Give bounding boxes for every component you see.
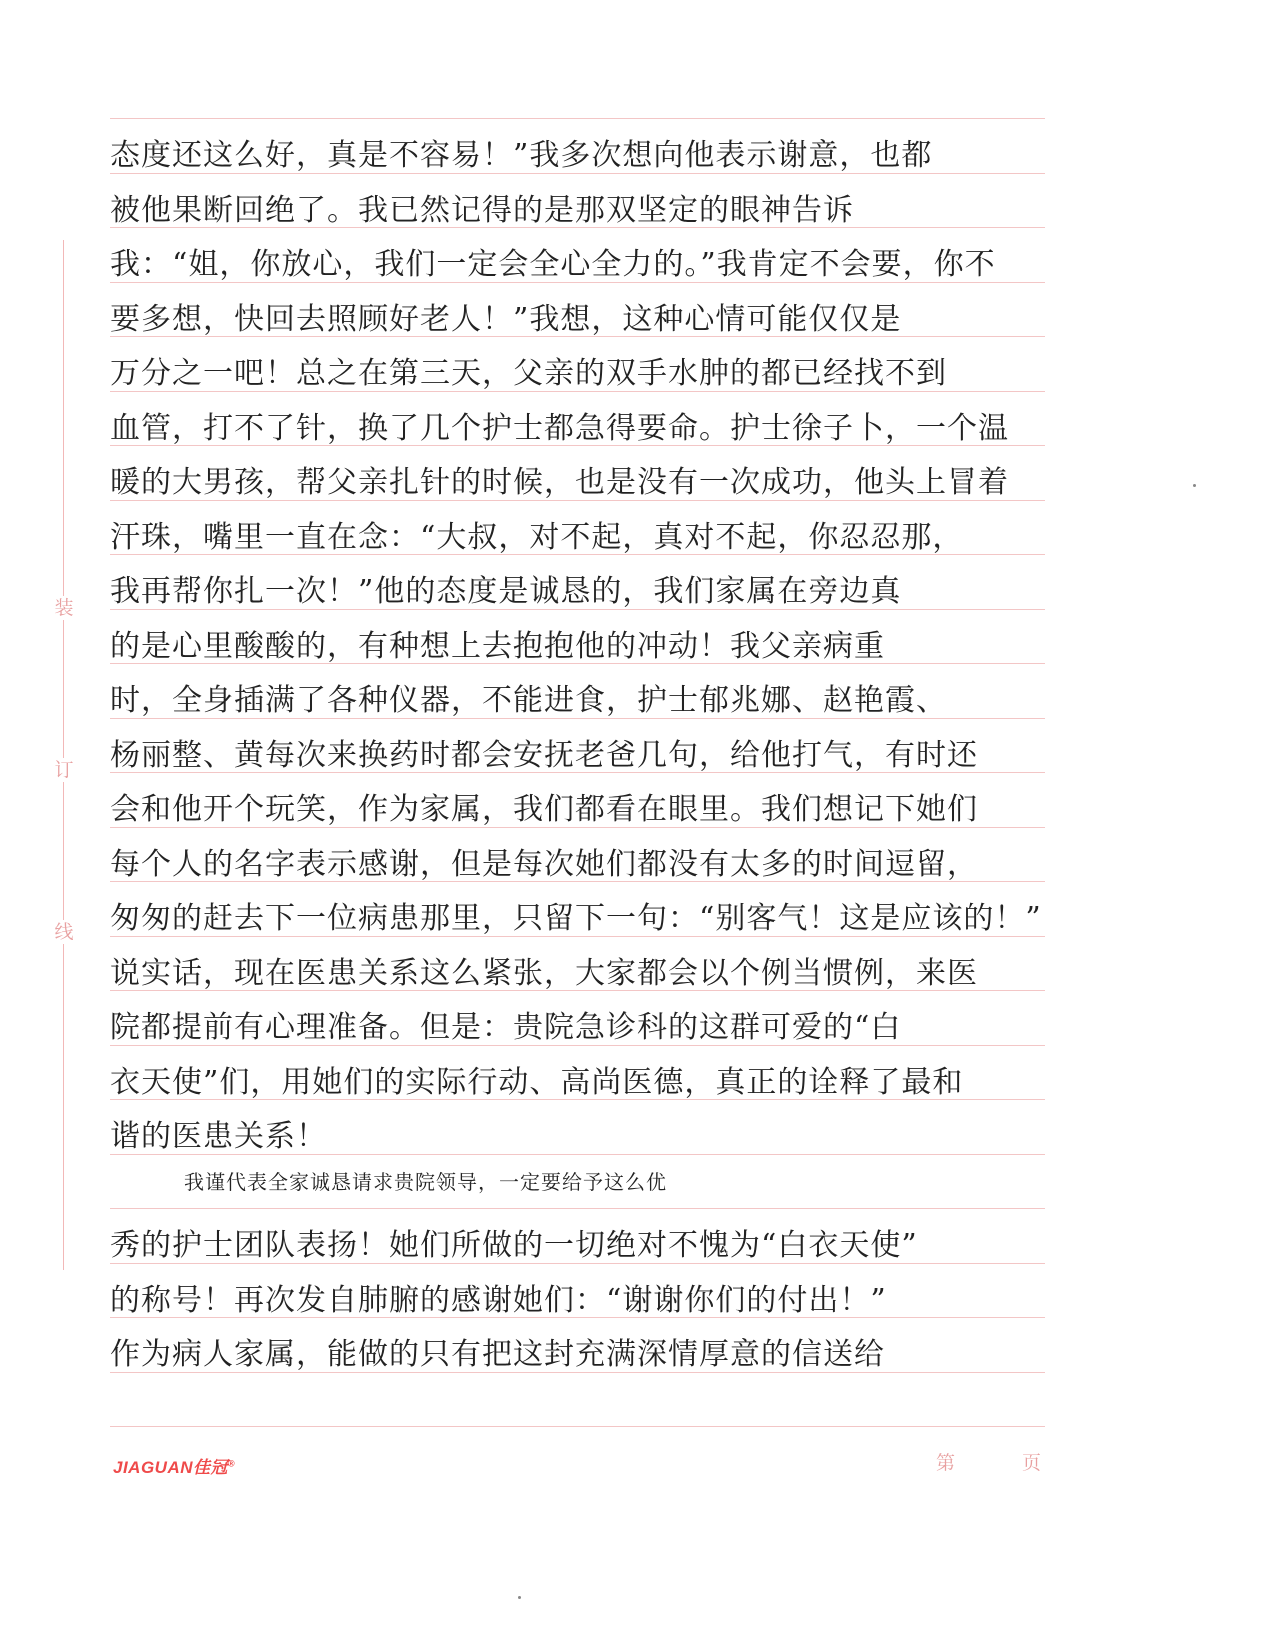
binding-label-zhuang: 装 xyxy=(54,597,74,619)
text-line-3: 我：“姐，你放心，我们一定会全心全力的。”我肯定不会要，你不 xyxy=(110,247,996,282)
text-line-19: 谐的医患关系！ xyxy=(110,1119,327,1154)
ruled-line xyxy=(110,118,1045,119)
page-number-label-di: 第 xyxy=(936,1452,956,1474)
text-line-21: 秀的护士团队表扬！她们所做的一切绝对不愧为“白衣天使” xyxy=(110,1228,918,1263)
text-line-20: 我谨代表全家诚恳请求贵院领导，一定要给予这么优 xyxy=(184,1169,667,1194)
text-line-17: 院都提前有心理准备。但是：贵院急诊科的这群可爱的“白 xyxy=(110,1010,902,1045)
text-line-7: 暖的大男孩，帮父亲扎针的时候，也是没有一次成功，他头上冒着 xyxy=(110,465,1009,500)
text-line-16: 说实话，现在医患关系这么紧张，大家都会以个例当惯例，来医 xyxy=(110,955,978,991)
text-line-18: 衣天使”们，用她们的实际行动、高尚医德，真正的诠释了最和 xyxy=(110,1064,964,1100)
binding-label-xian: 线 xyxy=(54,921,74,943)
text-line-2: 被他果断回绝了。我已然记得的是那双坚定的眼神告诉 xyxy=(110,192,854,228)
ruled-sheet xyxy=(110,118,1045,1455)
text-line-10: 的是心里酸酸的，有种想上去抱抱他的冲动！我父亲病重 xyxy=(110,628,885,664)
page-number-label-ye: 页 xyxy=(1022,1452,1042,1474)
binding-label-ding: 订 xyxy=(54,759,74,781)
scan-speck xyxy=(1193,484,1196,487)
text-line-8: 汗珠，嘴里一直在念：“大叔，对不起，真对不起，你忍忍那， xyxy=(110,519,964,555)
text-line-5: 万分之一吧！总之在第三天，父亲的双手水肿的都已经找不到 xyxy=(110,356,947,391)
text-line-12: 杨丽整、黄每次来换药时都会安抚老爸几句，给他打气，有时还 xyxy=(110,737,978,773)
text-line-23: 作为病人家属，能做的只有把这封充满深情厚意的信送给 xyxy=(110,1337,885,1372)
text-line-1: 态度还这么好，真是不容易！”我多次想向他表示谢意，也都 xyxy=(110,138,933,173)
text-line-13: 会和他开个玩笑，作为家属，我们都看在眼里。我们想记下她们 xyxy=(110,792,978,827)
brand-name: JIAGUAN佳冠 xyxy=(113,1458,229,1477)
scan-speck xyxy=(518,1596,521,1599)
ruled-line xyxy=(110,1426,1045,1427)
text-line-15: 匆匆的赶去下一位病患那里，只留下一句：“别客气！这是应该的！” xyxy=(110,901,1042,936)
text-line-14: 每个人的名字表示感谢，但是每次她们都没有太多的时间逗留， xyxy=(110,846,978,882)
binding-margin-line xyxy=(63,240,64,1270)
text-line-4: 要多想，快回去照顾好老人！”我想，这种心情可能仅仅是 xyxy=(110,301,902,337)
text-line-22: 的称号！再次发自肺腑的感谢她们：“谢谢你们的付出！” xyxy=(110,1282,887,1318)
brand-registered-mark: ® xyxy=(228,1458,236,1469)
brand-logo xyxy=(113,1453,235,1478)
ruled-line xyxy=(110,1208,1045,1209)
text-line-6: 血管，打不了针，换了几个护士都急得要命。护士徐子卜，一个温 xyxy=(110,410,1009,446)
text-line-11: 时，全身插满了各种仪器，不能进食，护士郁兆娜、赵艳霞、 xyxy=(110,683,947,718)
text-line-9: 我再帮你扎一次！”他的态度是诚恳的，我们家属在旁边真 xyxy=(110,574,902,609)
